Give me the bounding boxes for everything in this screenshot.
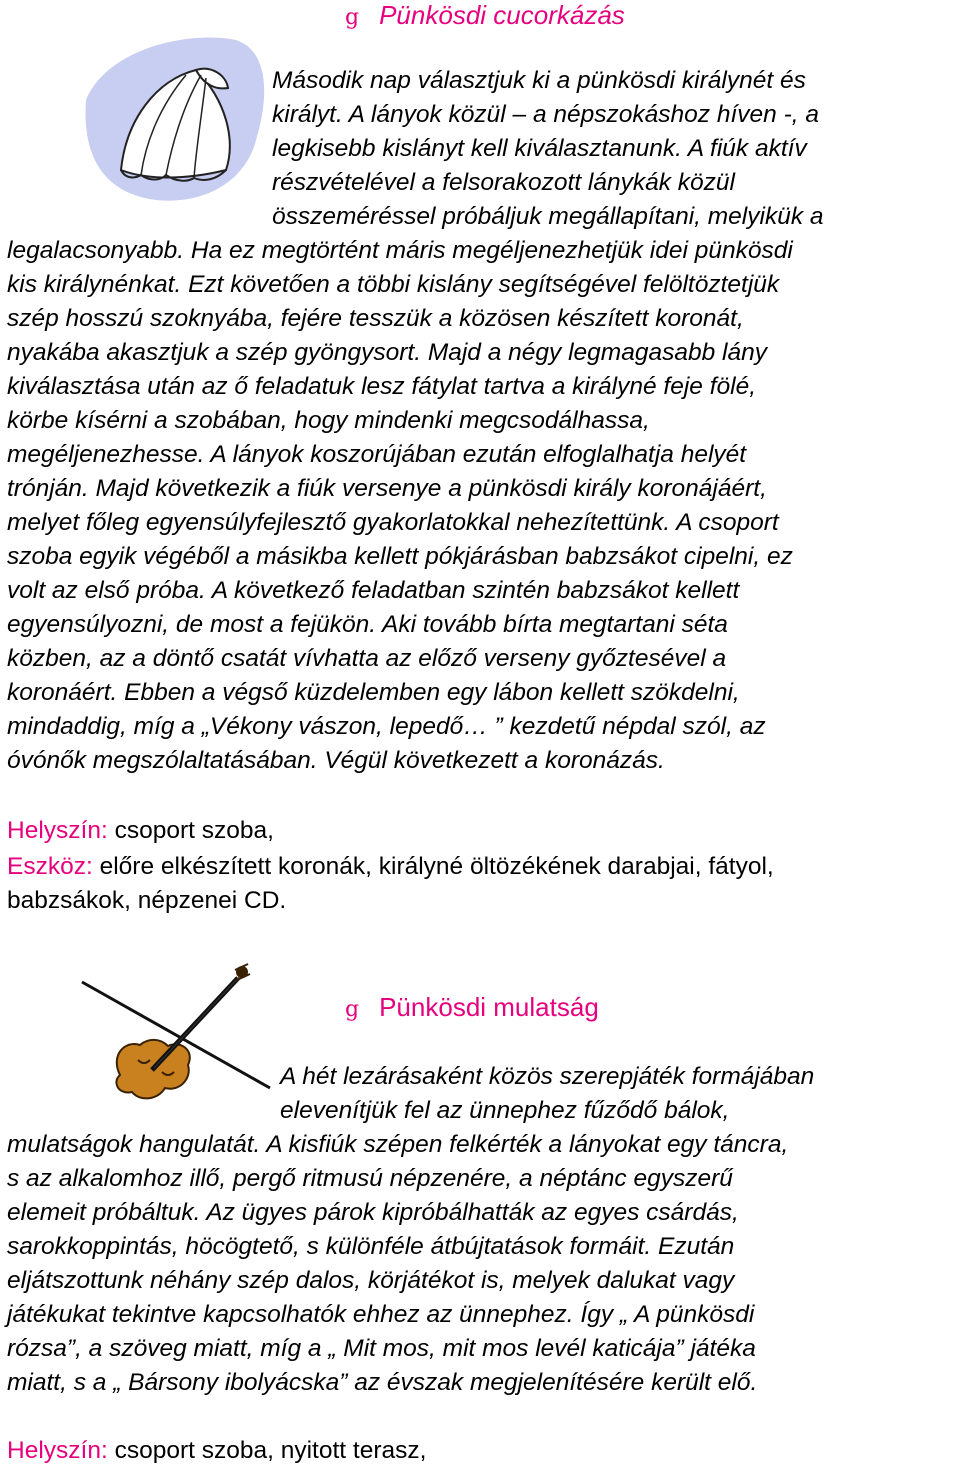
section-2-title: Pünkösdi mulatság bbox=[379, 992, 599, 1022]
paragraph-line: melyet főleg egyensúlyfejlesztő gyakorlatokkal nehezítettünk. A csoport bbox=[7, 509, 779, 536]
paragraph-line: mindaddig, míg a „Vékony vászon, lepedő… ” kezdetű népdal szól, az bbox=[7, 713, 766, 740]
tools-line bbox=[7, 850, 774, 884]
tools-label: Eszköz: bbox=[7, 853, 93, 880]
paragraph-line: miatt, s a „ Bársony ibolyácska” az évszak megjelenítésére került elő. bbox=[7, 1369, 758, 1396]
section-1-heading bbox=[345, 0, 625, 33]
paragraph-line: trónján. Majd következik a fiúk versenye a pünkösdi király koronájáért, bbox=[7, 475, 767, 502]
paragraph-line: egyensúlyozni, de most a fejükön. Aki tovább bírta megtartani séta bbox=[7, 611, 728, 638]
paragraph-line: rózsa”, a szöveg miatt, míg a „ Mit mos, mit mos levél katicája” játéka bbox=[7, 1335, 756, 1362]
paragraph-line: közben, az a döntő csatát vívhatta az előző verseny győztesével a bbox=[7, 645, 727, 672]
paragraph-line: körbe kísérni a szobában, hogy mindenki megcsodálhassa, bbox=[7, 407, 650, 434]
paragraph-line: A hét lezárásaként közös szerepjáték formájában bbox=[280, 1063, 815, 1090]
tools-value: előre elkészített koronák, királyné öltözékének darabjai, fátyol, bbox=[92, 853, 774, 880]
bullet-glyph: g bbox=[345, 997, 360, 1022]
tools-line-continued: babzsákok, népzenei CD. bbox=[7, 887, 287, 914]
paragraph-line: s az alkalomhoz illő, pergő ritmusú népzenére, a néptánc egyszerű bbox=[7, 1165, 733, 1192]
paragraph-line: eljátszottunk néhány szép dalos, körjátékot is, melyek dalukat vagy bbox=[7, 1267, 735, 1294]
paragraph-line: elevenítjük fel az ünnephez fűződő bálok, bbox=[280, 1097, 730, 1124]
paragraph-line: játékukat tekintve kapcsolhatók ehhez az ünnephez. Így „ A pünkösdi bbox=[7, 1301, 755, 1328]
paragraph-line: óvónők megszólaltatásában. Végül következett a koronázás. bbox=[7, 747, 665, 774]
bridal-veil-icon bbox=[76, 30, 276, 210]
paragraph-line: Második nap választjuk ki a pünkösdi királynét és bbox=[272, 67, 806, 94]
paragraph-line: szép hosszú szoknyába, fejére tesszük a közösen készített koronát, bbox=[7, 305, 744, 332]
location-label: Helyszín: bbox=[7, 817, 108, 844]
location-value: csoport szoba, bbox=[107, 817, 274, 844]
location-label: Helyszín: bbox=[7, 1437, 108, 1464]
section-1-title: Pünkösdi cucorkázás bbox=[379, 0, 625, 30]
paragraph-line: királyt. A lányok közül – a népszokáshoz híven -, a bbox=[272, 101, 819, 128]
location-value: csoport szoba, nyitott terasz, bbox=[107, 1437, 427, 1464]
paragraph-line: nyakába akasztjuk a szép gyöngysort. Majd a négy legmagasabb lány bbox=[7, 339, 767, 366]
paragraph-line: elemeit próbáltuk. Az ügyes párok kipróbálhatták az egyes csárdás, bbox=[7, 1199, 739, 1226]
location-line-2 bbox=[7, 1434, 426, 1468]
section-2-heading bbox=[345, 992, 599, 1025]
paragraph-line: mulatságok hangulatát. A kisfiúk szépen felkérték a lányokat egy táncra, bbox=[7, 1131, 789, 1158]
paragraph-line: megéljenezhesse. A lányok koszorújában ezután elfoglalhatja helyét bbox=[7, 441, 747, 468]
paragraph-line: kis királynénkat. Ezt követően a többi kislány segítségével felöltöztetjük bbox=[7, 271, 780, 298]
paragraph-line: legkisebb kislányt kell kiválasztanunk. A fiúk aktív bbox=[272, 135, 807, 162]
paragraph-line: szoba egyik végéből a másikba kellett pókjárásban babzsákot cipelni, ez bbox=[7, 543, 793, 570]
paragraph-line: koronáért. Ebben a végső küzdelemben egy lábon kellett szökdelni, bbox=[7, 679, 740, 706]
paragraph-line: sarokkoppintás, höcögtető, s különféle átbújtatások formáit. Ezután bbox=[7, 1233, 735, 1260]
violin-icon bbox=[80, 960, 280, 1110]
paragraph-line: összeméréssel próbáljuk megállapítani, melyikük a bbox=[272, 203, 824, 230]
paragraph-line: részvételével a felsorakozott lánykák közül bbox=[272, 169, 735, 196]
paragraph-line: volt az első próba. A következő feladatban szintén babzsákot kellett bbox=[7, 577, 740, 604]
location-line bbox=[7, 814, 274, 848]
paragraph-line: legalacsonyabb. Ha ez megtörtént máris megéljenezhetjük idei pünkösdi bbox=[7, 237, 793, 264]
bullet-glyph: g bbox=[345, 5, 360, 30]
paragraph-line: kiválasztása után az ő feladatuk lesz fátylat tartva a királyné feje fölé, bbox=[7, 373, 757, 400]
